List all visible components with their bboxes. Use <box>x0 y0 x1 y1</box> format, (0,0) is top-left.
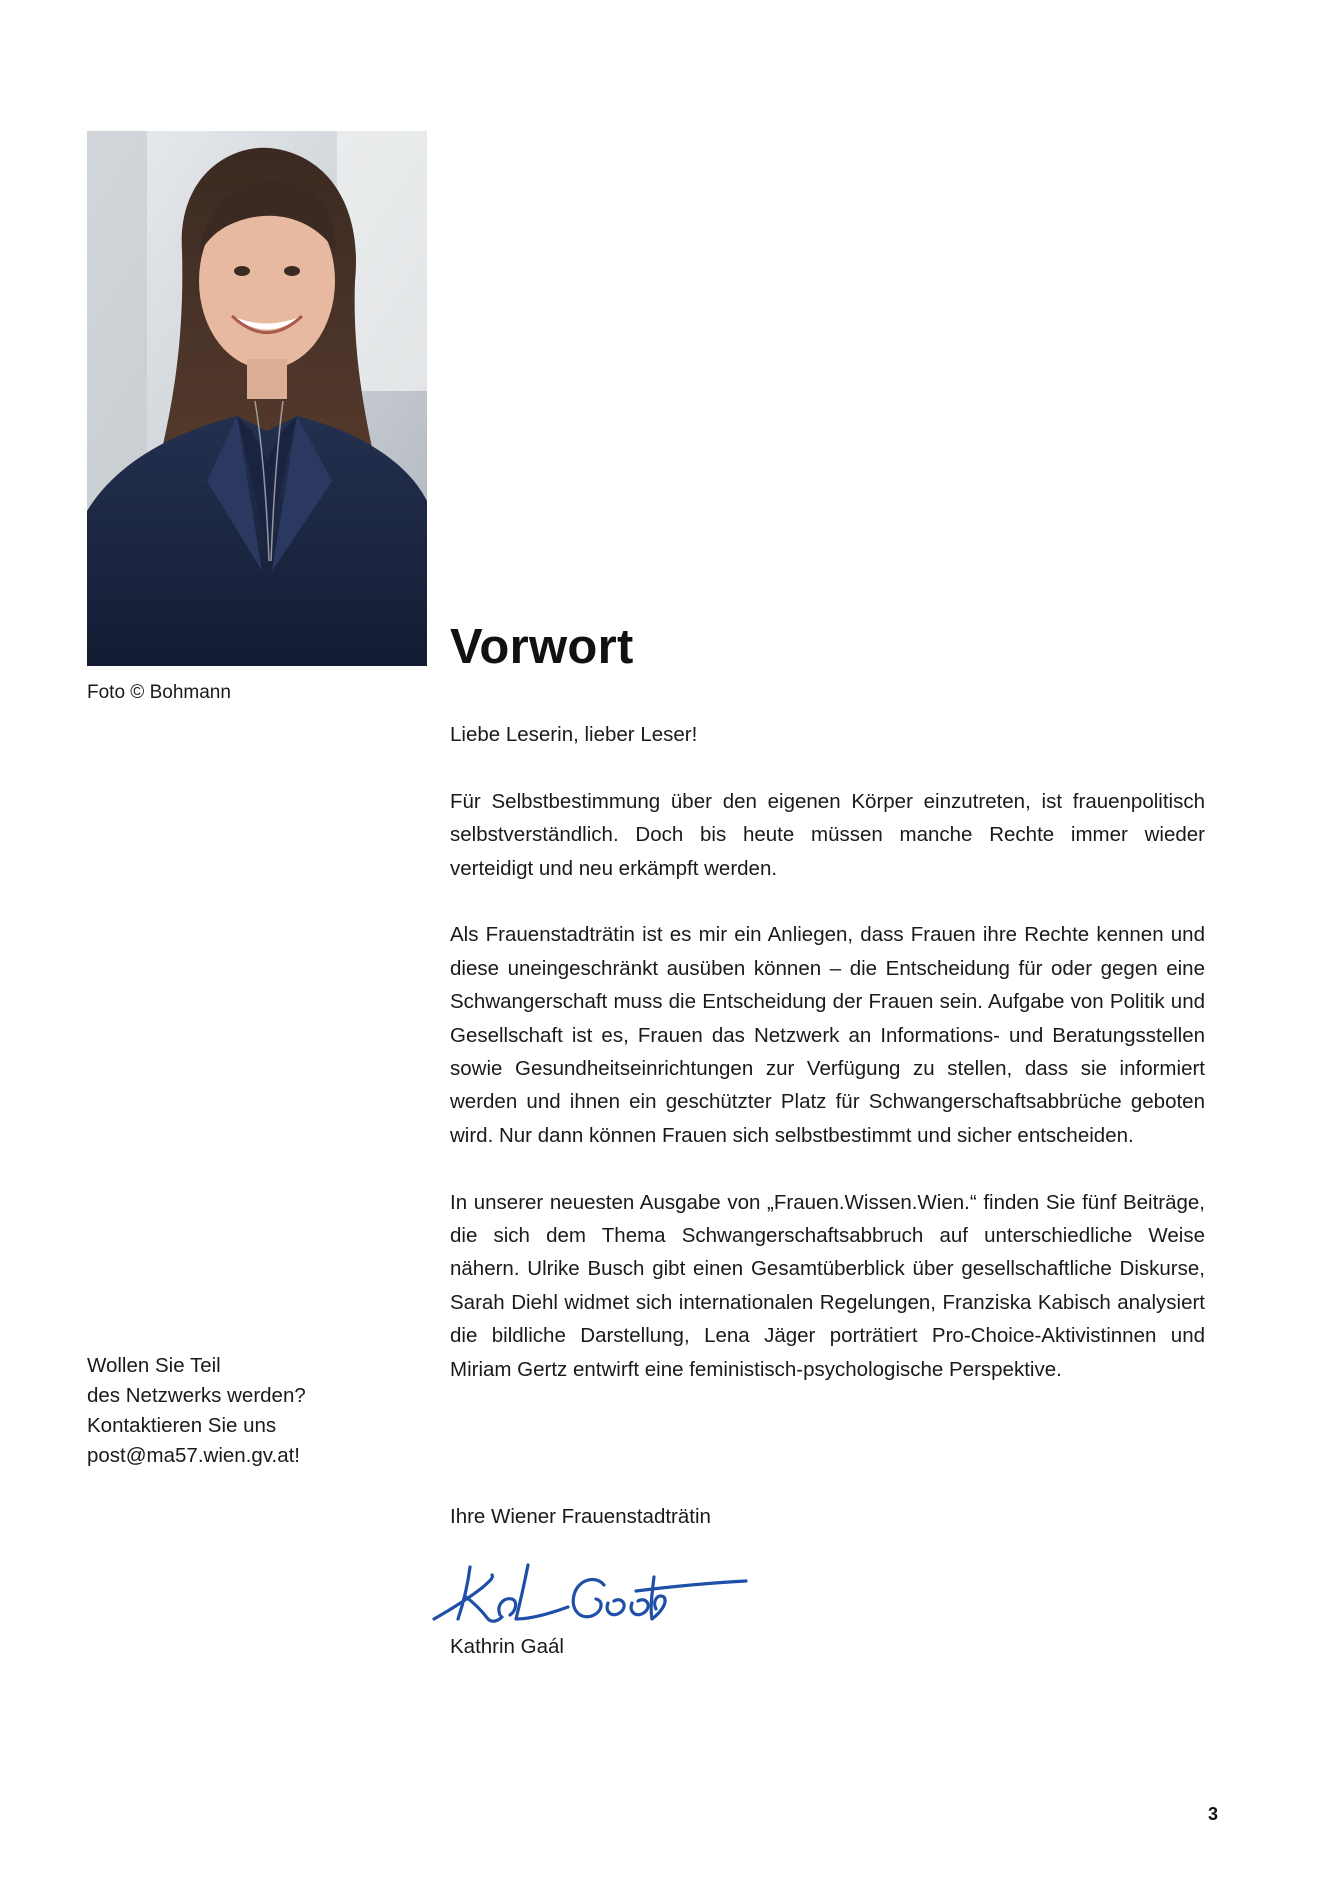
page-number: 3 <box>1207 1804 1218 1824</box>
network-contact-note <box>87 1351 387 1471</box>
paragraph-2: Als Frauenstadträtin ist es mir ein Anliegen, dass Frauen ihre Rechte kennen und diese uneingeschränkt ausüben können – die Entscheidung für oder gegen eine Schwangerschaft muss die Entscheidung der Frauen sein. Aufgabe von Politik und Gesellschaft ist es, Frauen das Netzwerk an Informations- und Beratungsstellen sowie Gesundheitseinrichtungen zur Verfügung zu stellen, dass sie informiert werden und ihnen ein geschützter Platz für Schwangerschaftsabbrüche geboten wird. Nur dann können Frauen sich selbstbestimmt und sicher entscheiden. <box>450 923 1205 1147</box>
greeting: Liebe Leserin, lieber Leser! <box>450 723 698 746</box>
page-title: Vorwort <box>450 620 634 674</box>
note-line-1: Wollen Sie Teil <box>87 1354 221 1377</box>
paragraph-3: In unserer neuesten Ausgabe von „Frauen.Wissen.Wien.“ finden Sie fünf Beiträge, die sich dem Thema Schwangerschaftsabbruch auf unterschiedliche Weise nähern. Ulrike Busch gibt einen Gesamtüberblick über gesellschaftliche Diskurse, Sarah Diehl widmet sich internationalen Regelungen, Franziska Kabisch analysiert die bildliche Darstellung, Lena Jäger porträtiert Pro-Choice-Aktivistinnen und Miriam Gertz entwirft eine feministisch-psychologische Perspektive. <box>450 1190 1205 1381</box>
signature-icon <box>428 1553 748 1633</box>
foreword-body <box>450 718 1205 1419</box>
paragraph-1: Für Selbstbestimmung über den eigenen Körper einzutreten, ist frauenpolitisch selbstverständlich. Doch bis heute müssen manche Rechte immer wieder verteidigt und neu erkämpft werden. <box>450 789 1205 880</box>
portrait-photo <box>87 131 427 666</box>
signature-image <box>428 1553 748 1633</box>
photo-credit: Foto © Bohmann <box>87 682 231 703</box>
portrait-illustration <box>87 131 427 666</box>
note-line-2: des Netzwerks werden? <box>87 1384 306 1407</box>
signer-name: Kathrin Gaál <box>450 1635 564 1658</box>
note-line-3: Kontaktieren Sie uns <box>87 1414 277 1437</box>
contact-email[interactable]: post@ma57.wien.gv.at! <box>87 1444 301 1467</box>
closing-line: Ihre Wiener Frauenstadträtin <box>450 1505 711 1528</box>
